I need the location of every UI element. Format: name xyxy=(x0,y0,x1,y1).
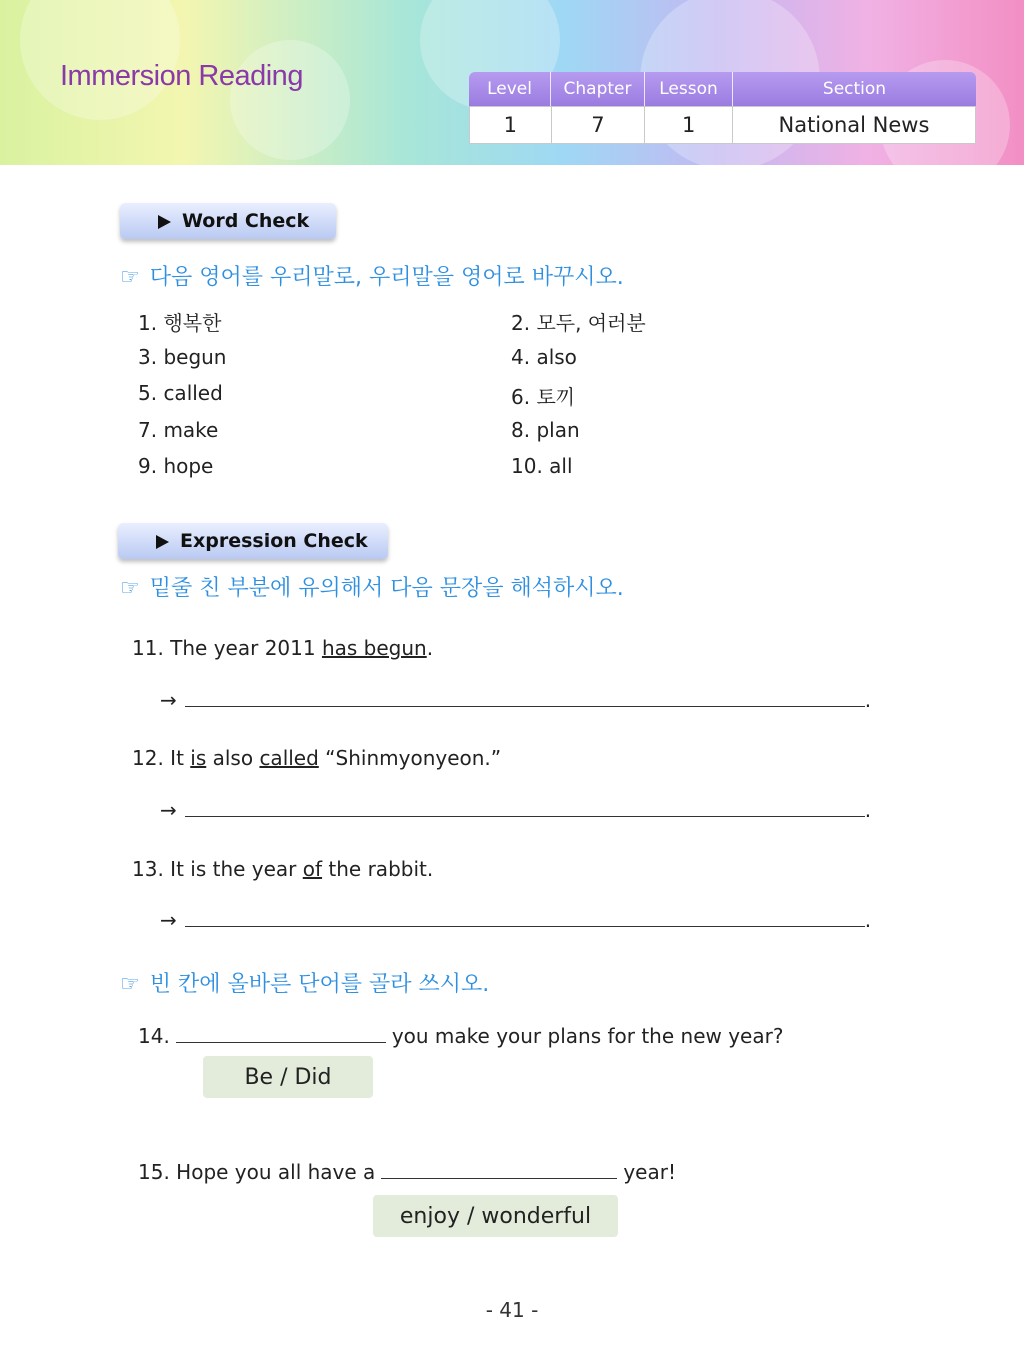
q14-blank[interactable] xyxy=(176,1027,386,1043)
q14-text: you make your plans for the new year? xyxy=(391,1024,784,1048)
expression-check-button[interactable] xyxy=(118,523,388,559)
arrow-icon: → xyxy=(160,688,177,712)
question-12 xyxy=(132,746,501,770)
pointing-hand-icon: ☞ xyxy=(120,576,140,601)
play-triangle-icon xyxy=(158,215,171,229)
vocab-item: 5. called xyxy=(138,381,223,405)
expression-check-instruction xyxy=(120,571,624,602)
q12-text-end: “Shinmyonyeon.” xyxy=(318,746,502,770)
vocab-item: 10. all xyxy=(511,454,573,478)
pointing-hand-icon: ☞ xyxy=(120,265,140,290)
arrow-icon: → xyxy=(160,908,177,932)
q15-text: 15. Hope you all have a xyxy=(138,1160,376,1184)
value-section: National News xyxy=(778,113,930,137)
answer-blank[interactable] xyxy=(185,911,865,927)
value-lesson: 1 xyxy=(645,107,733,143)
lesson-info-values xyxy=(469,106,976,144)
answer-period: . xyxy=(864,908,872,932)
fill-blank-instruction-text: 빈 칸에 올바른 단어를 골라 쓰시오. xyxy=(149,972,490,997)
play-triangle-icon xyxy=(156,535,169,549)
arrow-icon: → xyxy=(160,798,177,822)
answer-line-12[interactable] xyxy=(160,798,871,822)
q12-text: 12. It xyxy=(132,746,191,770)
word-check-button[interactable] xyxy=(120,203,336,239)
q15-text-end: year! xyxy=(623,1160,676,1184)
value-chapter: 7 xyxy=(552,107,646,143)
lesson-info-table xyxy=(469,72,976,144)
decor-bubble xyxy=(230,40,350,160)
q13-text-end: the rabbit. xyxy=(322,857,434,881)
q11-text-end: . xyxy=(426,636,434,660)
q14-choices: Be / Did xyxy=(203,1056,373,1098)
vocab-item: 3. begun xyxy=(138,345,227,369)
col-section: Section xyxy=(822,79,887,99)
vocab-item: 9. hope xyxy=(138,454,214,478)
q11-underlined: has begun xyxy=(321,636,427,660)
q13-underlined: of xyxy=(302,857,323,881)
question-13 xyxy=(132,857,433,881)
col-lesson: Lesson xyxy=(645,72,733,106)
answer-line-13[interactable] xyxy=(160,908,871,932)
page-number: - 41 - xyxy=(485,1298,539,1322)
vocab-item: 6. 토끼 xyxy=(511,385,576,409)
q15-choices: enjoy / wonderful xyxy=(373,1195,618,1237)
vocab-item: 4. also xyxy=(511,345,577,369)
col-level: Level xyxy=(469,72,551,106)
q14-number: 14. xyxy=(138,1024,170,1048)
q12-underlined-1: is xyxy=(190,746,207,770)
word-check-instruction-text: 다음 영어를 우리말로, 우리말을 영어로 바꾸시오. xyxy=(149,265,624,290)
value-level: 1 xyxy=(470,107,552,143)
answer-blank[interactable] xyxy=(185,801,865,817)
question-11 xyxy=(132,636,433,660)
q11-text: 11. The year 2011 xyxy=(132,636,322,660)
q15-blank[interactable] xyxy=(381,1163,617,1179)
answer-blank[interactable] xyxy=(185,691,865,707)
brand-title: Immersion Reading xyxy=(60,60,303,92)
pointing-hand-icon: ☞ xyxy=(120,972,140,997)
word-check-instruction xyxy=(120,260,624,291)
q13-text: 13. It is the year xyxy=(132,857,303,881)
answer-period: . xyxy=(864,798,872,822)
q12-text-mid: also xyxy=(206,746,260,770)
word-check-label: Word Check xyxy=(182,210,310,232)
expression-check-label: Expression Check xyxy=(180,530,368,552)
fill-blank-instruction xyxy=(120,967,489,998)
answer-line-11[interactable] xyxy=(160,688,871,712)
question-15 xyxy=(138,1160,676,1184)
header-banner xyxy=(0,0,1024,165)
vocab-item: 8. plan xyxy=(511,418,580,442)
question-14 xyxy=(138,1024,783,1048)
vocab-item: 1. 행복한 xyxy=(138,311,222,335)
expression-check-instruction-text: 밑줄 친 부분에 유의해서 다음 문장을 해석하시오. xyxy=(149,576,624,601)
answer-period: . xyxy=(864,688,872,712)
vocab-item: 2. 모두, 여러분 xyxy=(511,311,646,335)
lesson-info-header xyxy=(469,72,976,106)
col-chapter: Chapter xyxy=(551,72,645,106)
q12-underlined-2: called xyxy=(259,746,319,770)
vocab-item: 7. make xyxy=(138,418,219,442)
